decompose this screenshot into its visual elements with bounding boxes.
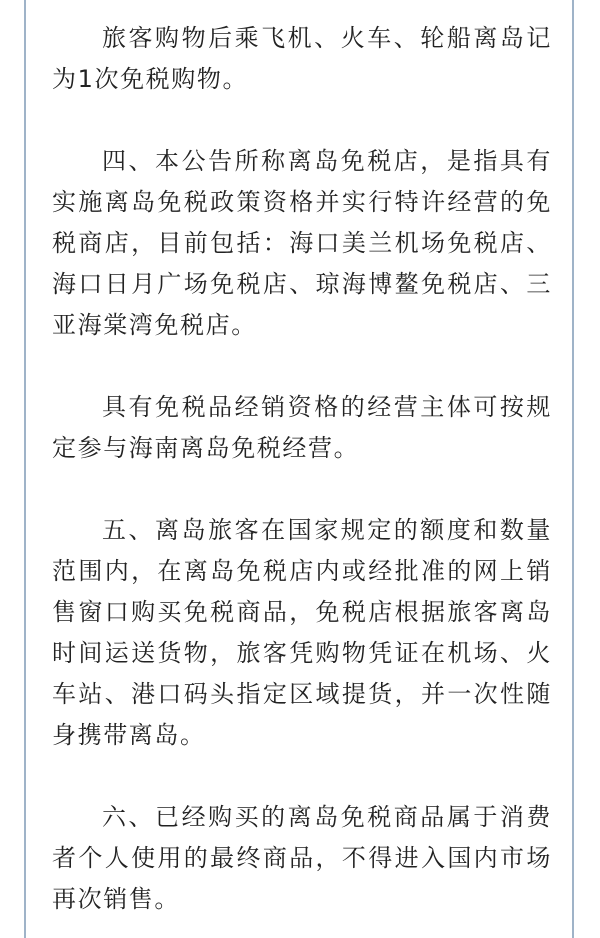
paragraph-section-six: 六、已经购买的离岛免税商品属于消费者个人使用的最终商品，不得进入国内市场再次销售。: [52, 803, 552, 913]
paragraph-duty-free-count: 旅客购物后乘飞机、火车、轮船离岛记为1次免税购物。: [52, 24, 552, 93]
paragraph-spacer: [52, 100, 552, 141]
paragraph-section-four: 四、本公告所称离岛免税店，是指具有实施离岛免税政策资格并实行特许经营的免税商店，目前包括：海口美兰机场免税店、海口日月广场免税店、琼海博鳌免税店、三亚海棠湾免税店。: [52, 147, 552, 339]
announcement-body: [52, 18, 552, 920]
paragraph-spacer: [52, 346, 552, 387]
paragraph-spacer: [52, 756, 552, 797]
paragraph-section-five: 五、离岛旅客在国家规定的额度和数量范围内，在离岛免税店内或经批准的网上销售窗口购买免税商品，免税店根据旅客离岛时间运送货物，旅客凭购物凭证在机场、火车站、港口码头指定区域提货，并一次性随身携带离岛。: [52, 516, 552, 749]
paragraph-spacer: [52, 469, 552, 510]
paragraph-operators: 具有免税品经销资格的经营主体可按规定参与海南离岛免税经营。: [52, 393, 552, 462]
